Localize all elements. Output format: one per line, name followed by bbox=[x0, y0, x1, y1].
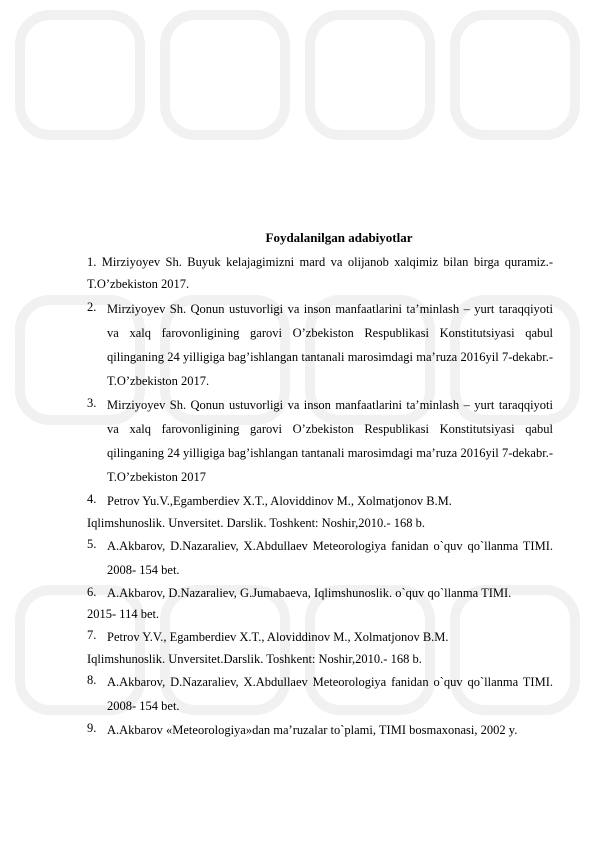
reference-text: Mirziyoyev Sh. Qonun ustuvorligi va inson manfaatlarini ta’minlash – yurt taraqqiyoti va xalq farovonligining garovi O’zbekiston Respublikasi Konstitutsiyasi qabul qilinganing 24 yilligiga bag’ishlangan tantanali marosimdagi ma’ruza 2016yil 7-dekabr.- T.O’zbekiston 2017. bbox=[107, 302, 553, 388]
reference-text: A.Akbarov, D.Nazaraliev, G.Jumabaeva, Iqlimshunoslik. o`quv qo`llanma TIMI. bbox=[107, 586, 512, 600]
reference-6 bbox=[87, 582, 553, 604]
references-section bbox=[87, 230, 553, 742]
reference-text: Mirziyoyev Sh. Qonun ustuvorligi va inson manfaatlarini ta’minlash – yurt taraqqiyoti va xalq farovonligining garovi O’zbekiston Respublikasi Konstitutsiyasi qabul qilinganing 24 yilligiga bag’ishlangan tantanali marosimdagi ma’ruza 2016yil 7-dekabr.- T.O’zbekiston 2017 bbox=[107, 398, 553, 484]
reference-4-continuation: Iqlimshunoslik. Unversitet. Darslik. Toshkent: Noshir,2010.- 168 b. bbox=[87, 516, 425, 530]
reference-number: 8. bbox=[87, 672, 97, 687]
reference-text: Petrov Yu.V.,Egamberdiev X.T., Aloviddinov M., Xolmatjonov B.M. bbox=[107, 494, 452, 508]
reference-6-continuation: 2015- 114 bet. bbox=[87, 606, 160, 621]
reference-4 bbox=[87, 489, 553, 513]
reference-text: Petrov Y.V., Egamberdiev X.T., Aloviddinov M., Xolmatjonov B.M. bbox=[107, 629, 449, 644]
reference-number: 4. bbox=[87, 492, 97, 506]
reference-number: 2. bbox=[87, 300, 97, 314]
reference-number: 5. bbox=[87, 537, 97, 551]
reference-text: A.Akbarov «Meteorologiya»dan ma’ruzalar to`plami, TIMI bosmaxonasi, 2002 y. bbox=[107, 722, 518, 737]
reference-9 bbox=[87, 718, 553, 742]
reference-7-continuation: Iqlimshunoslik. Unversitet.Darslik. Toshkent: Noshir,2010.- 168 b. bbox=[87, 651, 422, 666]
reference-text: A.Akbarov, D.Nazaraliev, X.Abdullaev Meteorologiya fanidan o`quv qo`llanma TIMI. 2008- 154 bet. bbox=[107, 674, 553, 713]
reference-3 bbox=[87, 393, 553, 489]
reference-number: 6. bbox=[87, 585, 97, 599]
reference-8 bbox=[87, 670, 553, 718]
reference-5 bbox=[87, 534, 553, 582]
reference-number: 9. bbox=[87, 720, 97, 735]
reference-text: A.Akbarov, D.Nazaraliev, X.Abdullaev Meteorologiya fanidan o`quv qo`llanma TIMI. 2008- 154 bet. bbox=[107, 539, 553, 577]
reference-2 bbox=[87, 297, 553, 393]
reference-7 bbox=[87, 625, 553, 649]
reference-number: 7. bbox=[87, 627, 97, 642]
reference-1: 1. Mirziyoyev Sh. Buyuk kelajagimizni mard va olijanob xalqimiz bilan birga quramiz.- T.O’zbekiston 2017. bbox=[87, 255, 553, 291]
reference-number: 3. bbox=[87, 396, 97, 410]
page-title: Foydalanilgan adabiyotlar bbox=[265, 230, 413, 245]
